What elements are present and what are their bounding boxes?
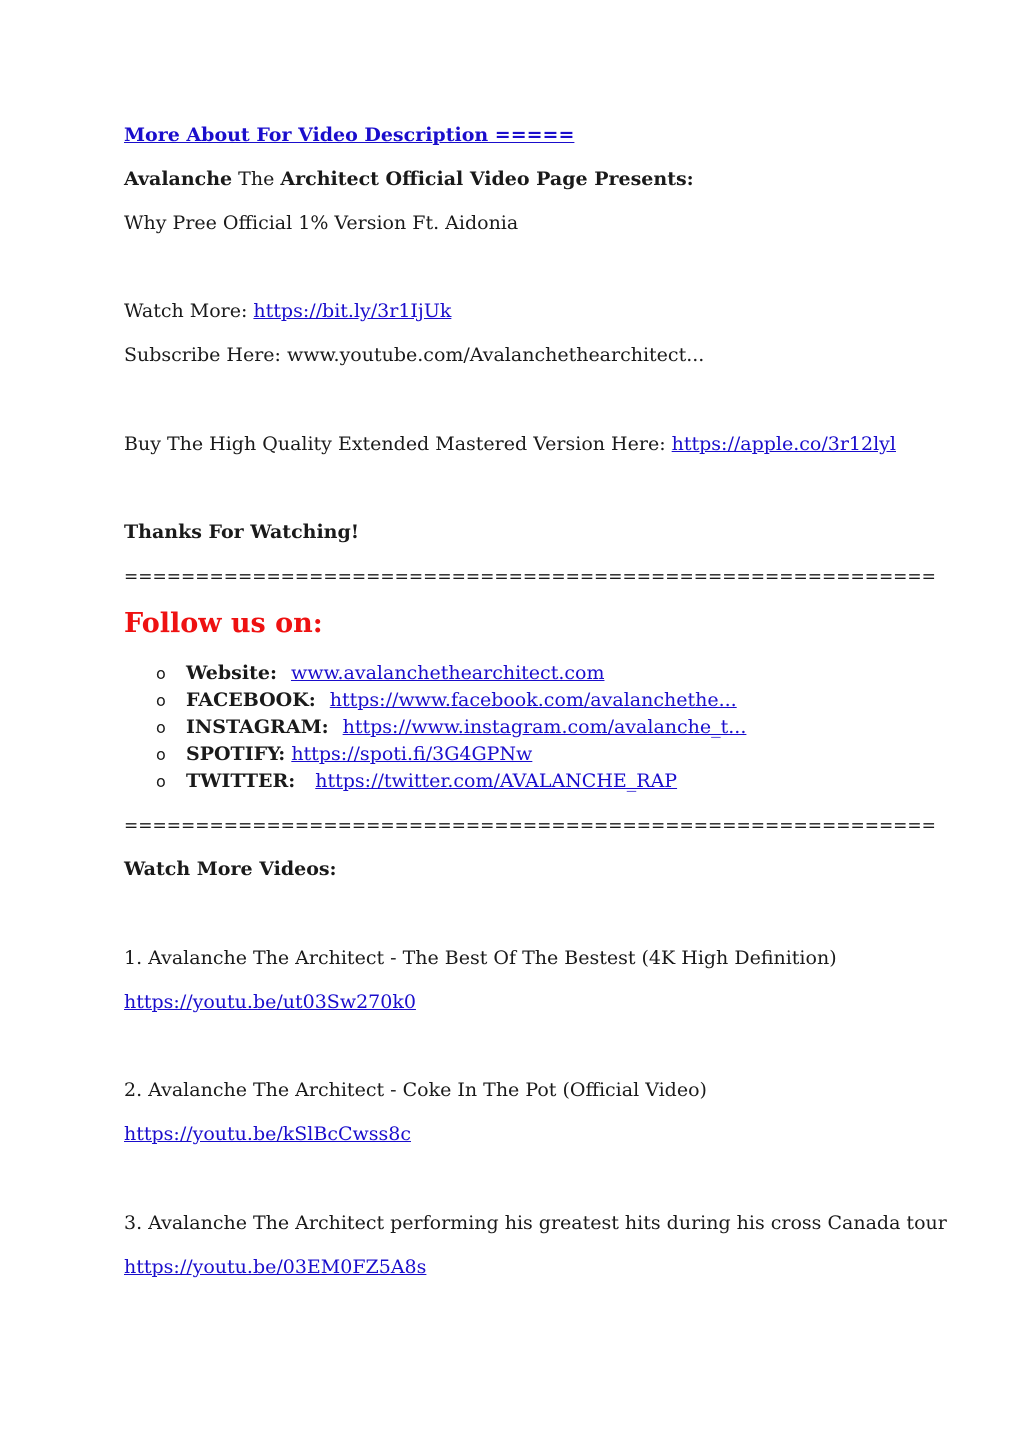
video-title: Why Pree Official 1% Version Ft. Aidonia <box>124 212 519 234</box>
video-2-link-row <box>124 1122 411 1146</box>
video-1-link[interactable]: https://youtu.be/ut03Sw270k0 <box>124 991 416 1013</box>
social-item-website <box>156 660 746 687</box>
video-3-link-row <box>124 1255 426 1279</box>
watch-more-label: Watch More: <box>124 300 254 322</box>
social-link-website[interactable]: www.avalanchethearchitect.com <box>290 662 605 684</box>
divider-top: ========================================================= <box>124 567 936 587</box>
description-header-link[interactable]: More About For Video Description ===== <box>124 124 575 146</box>
social-label: FACEBOOK: <box>186 689 316 711</box>
social-label: SPOTIFY: <box>186 743 286 765</box>
presents-artist: Avalanche <box>124 168 233 190</box>
description-header <box>124 123 574 147</box>
bullet-icon: o <box>156 718 166 737</box>
social-item-instagram <box>156 714 746 741</box>
presents-line <box>124 167 694 191</box>
social-link-instagram[interactable]: https://www.instagram.com/avalanche_t... <box>342 716 747 738</box>
social-item-spotify <box>156 741 746 768</box>
watch-more-line <box>124 299 451 323</box>
social-link-facebook[interactable]: https://www.facebook.com/avalanchethe... <box>329 689 737 711</box>
social-label: INSTAGRAM: <box>186 716 329 738</box>
presents-the: The <box>232 168 281 190</box>
video-3-title: 3. Avalanche The Architect performing his greatest hits during his cross Canada tour <box>124 1212 947 1234</box>
video-2-title: 2. Avalanche The Architect - Coke In The Pot (Official Video) <box>124 1079 707 1101</box>
social-link-spotify[interactable]: https://spoti.fi/3G4GPNw <box>291 743 533 765</box>
watch-more-link[interactable]: https://bit.ly/3r1IjUk <box>253 300 452 322</box>
divider-bottom: ========================================================= <box>124 816 936 836</box>
social-label: TWITTER: <box>186 770 296 792</box>
buy-label: Buy The High Quality Extended Mastered Version Here: <box>124 433 672 455</box>
follow-heading: Follow us on: <box>124 608 323 639</box>
social-item-facebook <box>156 687 746 714</box>
social-item-twitter <box>156 768 746 795</box>
social-label: Website: <box>186 662 277 684</box>
video-2-link[interactable]: https://youtu.be/kSlBcCwss8c <box>124 1123 411 1145</box>
presents-rest: Architect Official Video Page Presents: <box>280 168 694 190</box>
social-list <box>156 660 746 795</box>
buy-link[interactable]: https://apple.co/3r12lyl <box>671 433 896 455</box>
buy-line <box>124 432 896 456</box>
subscribe-line: Subscribe Here: www.youtube.com/Avalanchethearchitect... <box>124 344 705 366</box>
bullet-icon: o <box>156 745 166 764</box>
video-1-link-row <box>124 990 416 1014</box>
social-link-twitter[interactable]: https://twitter.com/AVALANCHE_RAP <box>315 770 678 792</box>
video-1-title: 1. Avalanche The Architect - The Best Of The Bestest (4K High Definition) <box>124 947 837 969</box>
thanks-text: Thanks For Watching! <box>124 521 360 543</box>
watch-more-videos-heading: Watch More Videos: <box>124 858 337 880</box>
bullet-icon: o <box>156 664 166 683</box>
bullet-icon: o <box>156 691 166 710</box>
bullet-icon: o <box>156 772 166 791</box>
video-3-link[interactable]: https://youtu.be/03EM0FZ5A8s <box>124 1256 427 1278</box>
